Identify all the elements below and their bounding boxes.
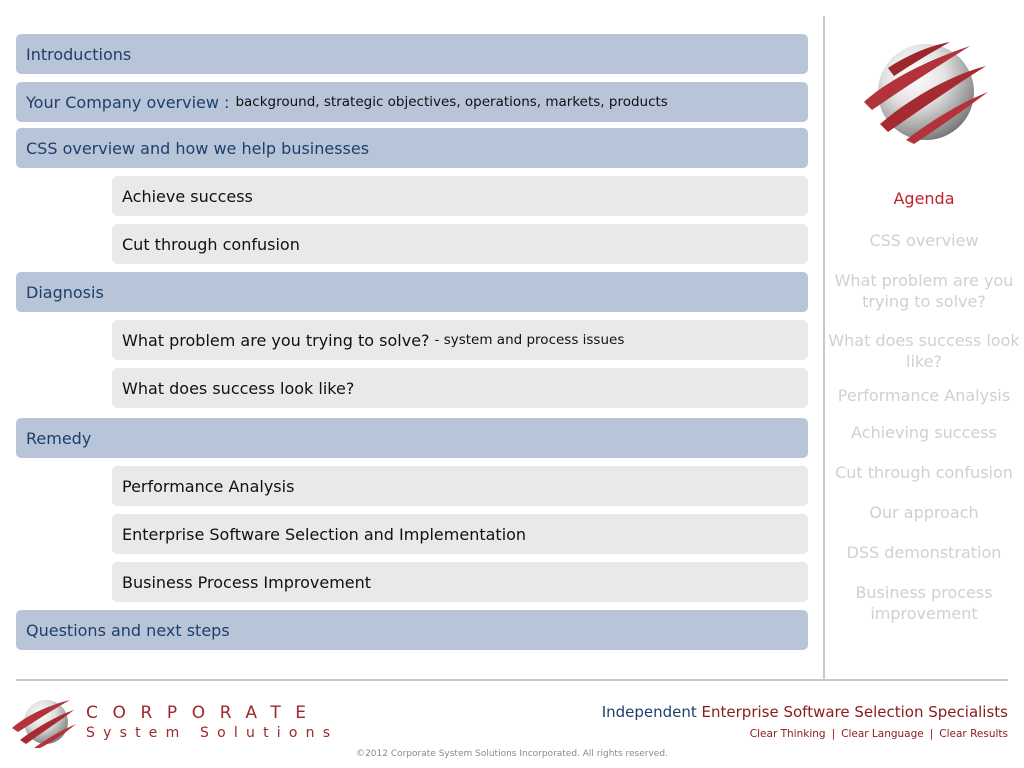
subitem-enterprise-software[interactable] bbox=[112, 514, 808, 554]
agenda-item-performance-analysis[interactable]: Performance Analysis bbox=[837, 386, 1011, 405]
subitem-label: Performance Analysis bbox=[122, 476, 295, 496]
section-remedy[interactable] bbox=[16, 418, 808, 458]
agenda-item-achieving-success[interactable]: Achieving success bbox=[851, 423, 997, 442]
subitem-cut-through-confusion[interactable] bbox=[112, 224, 808, 264]
section-company-overview[interactable] bbox=[16, 82, 808, 122]
subitem-what-success[interactable] bbox=[112, 368, 808, 408]
slogan-separator: | bbox=[831, 728, 836, 740]
slogan-thinking: Clear Thinking bbox=[749, 728, 826, 740]
subitem-label: Cut through confusion bbox=[122, 234, 300, 254]
section-label: Diagnosis bbox=[26, 282, 104, 302]
section-label: Introductions bbox=[26, 44, 132, 64]
brand-name-bottom: System Solutions bbox=[86, 725, 339, 741]
tagline-specialists: Enterprise Software Selection Specialists bbox=[701, 703, 1008, 721]
agenda-title: Agenda bbox=[893, 189, 955, 208]
subitem-business-process[interactable] bbox=[112, 562, 808, 602]
section-label: Questions and next steps bbox=[26, 620, 230, 640]
slogan-separator: | bbox=[929, 728, 934, 740]
footer-globe-icon bbox=[10, 696, 76, 748]
tagline bbox=[602, 703, 1008, 721]
subitem-label: Enterprise Software Selection and Implementation bbox=[122, 524, 527, 544]
section-questions[interactable] bbox=[16, 610, 808, 650]
slogan-results: Clear Results bbox=[939, 728, 1008, 740]
section-introductions[interactable] bbox=[16, 34, 808, 74]
agenda-item-our-approach[interactable]: Our approach bbox=[869, 503, 979, 522]
subitem-sublabel: - system and process issues bbox=[434, 332, 625, 348]
agenda-item-cut-through-confusion[interactable]: Cut through confusion bbox=[835, 463, 1013, 482]
agenda-item-what-problem[interactable]: What problem are you trying to solve? bbox=[834, 271, 1014, 311]
section-sublabel: background, strategic objectives, operations, markets, products bbox=[235, 94, 668, 110]
tagline-independent: Independent bbox=[601, 703, 697, 721]
vertical-divider bbox=[823, 16, 825, 680]
subitem-what-problem[interactable] bbox=[112, 320, 808, 360]
section-css-overview[interactable] bbox=[16, 128, 808, 168]
copyright: ©2012 Corporate System Solutions Incorporated. All rights reserved. bbox=[356, 749, 668, 759]
agenda-item-what-success[interactable]: What does success look like? bbox=[828, 331, 1020, 371]
slogans bbox=[750, 728, 1008, 740]
subitem-performance-analysis[interactable] bbox=[112, 466, 808, 506]
subitem-label: What does success look like? bbox=[122, 378, 355, 398]
slogan-language: Clear Language bbox=[841, 728, 924, 740]
section-label: CSS overview and how we help businesses bbox=[26, 138, 370, 158]
horizontal-divider bbox=[16, 679, 1008, 681]
globe-swoosh-icon bbox=[858, 40, 990, 144]
subitem-label: Business Process Improvement bbox=[122, 572, 372, 592]
agenda-item-dss-demonstration[interactable]: DSS demonstration bbox=[846, 543, 1002, 562]
section-label: Your Company overview : bbox=[26, 92, 230, 112]
subitem-achieve-success[interactable] bbox=[112, 176, 808, 216]
subitem-label: What problem are you trying to solve? bbox=[122, 330, 430, 350]
agenda-item-css-overview[interactable]: CSS overview bbox=[869, 231, 979, 250]
section-label: Remedy bbox=[26, 428, 92, 448]
subitem-label: Achieve success bbox=[122, 186, 253, 206]
brand-name-top: CORPORATE bbox=[86, 703, 321, 723]
agenda-item-business-process[interactable]: Business process improvement bbox=[855, 583, 993, 623]
section-diagnosis[interactable] bbox=[16, 272, 808, 312]
